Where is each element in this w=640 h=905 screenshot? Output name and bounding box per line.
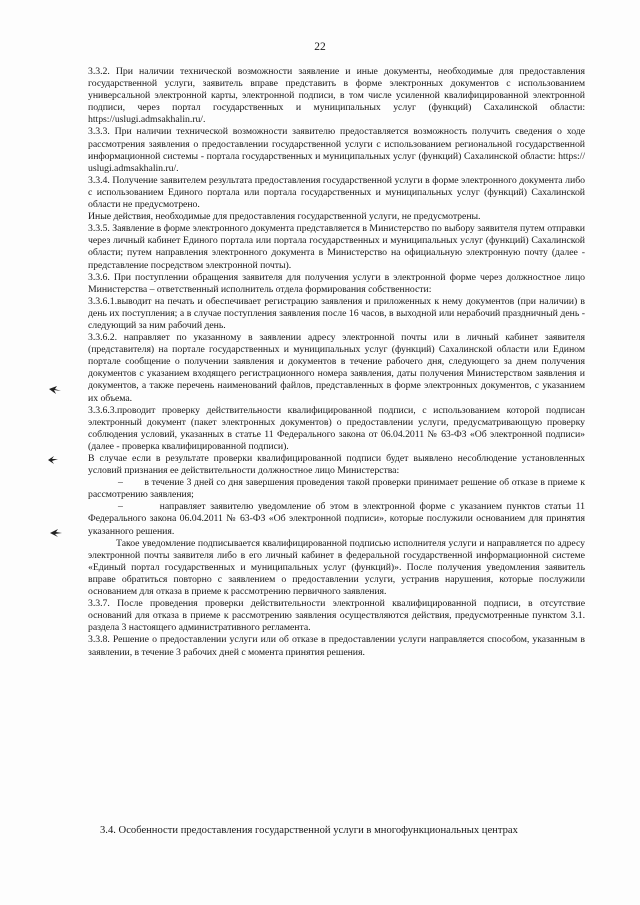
paragraph-3-3-7: 3.3.7. После проведения проверки действительности электронной квалифицированной подписи, в отсутствие оснований для отказа в приеме к рассмотрению заявления осуществляются действия, предусмотренные пунктом 3.1. раздела 3 настоящего административного регламента. bbox=[88, 598, 585, 634]
paragraph-3-3-6-3: 3.3.6.3.проводит проверку действительности квалифицированной подписи, с использованием которой подписан электронный документ (пакет электронных документов) о предоставлении услуги, предусматривающую проверку соблюдения условий, указанных в статье 11 Федерального закона от 06.04.2011 № 63-ФЗ «Об электронной подписи» (далее - проверка квалифицированной подписи). bbox=[88, 404, 585, 452]
paragraph-3-3-6: 3.3.6. При поступлении обращения заявителя для получения услуги в электронной форме через должностное лицо Министерства – ответственный исполнитель отдела формирования собственности: bbox=[88, 271, 585, 295]
dash-item-notification: – направляет заявителю уведомление об этом в электронной форме с указанием пунктов статьи 11 Федерального закона 06.04.2011 № 63-ФЗ «Об электронной подписи», которые послужили основанием для принятия указанного решения. bbox=[88, 501, 585, 537]
paragraph-3-3-8: 3.3.8. Решение о предоставлении услуги или об отказе в предоставлении услуги направляется способом, указанным в заявлении, в течение 3 рабочих дней с момента принятия решения. bbox=[88, 634, 585, 658]
handwritten-arrow-mark-icon bbox=[46, 455, 60, 465]
paragraph-3-3-4: 3.3.4. Получение заявителем результата предоставления государственной услуги в форме электронного документа либо с использованием Единого портала или портала государственных и муниципальных услуг (функций) Сахалинской области не предусмотрено. bbox=[88, 174, 585, 211]
paragraph-notification-signing: Такое уведомление подписывается квалифицированной подписью исполнителя услуги и направляется по адресу электронной почты заявителя либо в его личный кабинет в федеральной государственной информационной системе «Единый портал государственных и муниципальных услуг (функций)». После получения уведомления заявитель вправе обратиться повторно с заявлением о предоставлении услуги, устранив нарушения, которые послужили основанием для отказа в приеме к рассмотрению первичного заявления. bbox=[88, 537, 585, 598]
section-heading-3-4: 3.4. Особенности предоставления государственной услуги в многофункциональных центрах bbox=[100, 825, 518, 836]
handwritten-arrow-mark-icon bbox=[48, 385, 62, 395]
page-number: 22 bbox=[314, 41, 326, 53]
paragraph-3-3-2: 3.3.2. При наличии технической возможности заявление и иные документы, необходимые для предоставления государственной услуги, заявитель вправе представить в форме электронных документов с использованием универсальной электронной карты, электронной подписи, в том числе усиленной квалифицированной электронной подписи, через портал государственных и муниципальных услуг (функций) Сахалинской области: https://uslugi.admsakhalin.ru/. bbox=[88, 66, 585, 126]
handwritten-arrow-mark-icon bbox=[49, 528, 63, 538]
paragraph-signature-check-failure: В случае если в результате проверки квалифицированной подписи будет выявлено несоблюдение установленных условий признания ее действительности должностное лицо Министерства: bbox=[88, 453, 585, 477]
paragraph-3-3-3: 3.3.3. При наличии технической возможности заявителю предоставляется возможность получить сведения о ходе рассмотрения заявления о предоставлении государственной услуги с использованием региональной государственной информационной системы - портала государственных и муниципальных услуг (функций) Сахалинской области: https:// uslugi.admsakhalin.ru/. bbox=[88, 126, 585, 174]
dash-item-refusal-decision: – в течение 3 дней со дня завершения проведения такой проверки принимает решение об отказе в приеме к рассмотрению заявления; bbox=[88, 477, 585, 501]
body-text bbox=[88, 66, 585, 659]
paragraph-other-actions: Иные действия, необходимые для предоставления государственной услуги, не предусмотрены. bbox=[88, 211, 481, 223]
paragraph-3-3-6-2: 3.3.6.2. направляет по указанному в заявлении адресу электронной почты или в личный кабинет заявителя (представителя) на портале государственных и муниципальных услуг (функций) Сахалинской области или Едином портале сообщение о получении заявления и документов в течение рабочего дня, следующего за днем получения документов с указанием входящего регистрационного номера заявления, даты получения Министерством заявления и документов, а также перечень наименований файлов, представленных в форме электронных документов, с указанием их объема. bbox=[88, 332, 585, 404]
paragraph-3-3-5: 3.3.5. Заявление в форме электронного документа представляется в Министерство по выбору заявителя путем отправки через личный кабинет Единого портала или портала государственных и муниципальных услуг (функций) Сахалинской области; путем направления электронного документа в Министерство на официальную электронную почту (далее - представление посредством электронной почты). bbox=[88, 223, 585, 271]
paragraph-3-3-6-1: 3.3.6.1.выводит на печать и обеспечивает регистрацию заявления и приложенных к нему документов (при наличии) в день их поступления; а в случае поступления заявления после 16 часов, в выходной или нерабочий праздничный день - следующий за ним рабочий день. bbox=[88, 295, 585, 331]
